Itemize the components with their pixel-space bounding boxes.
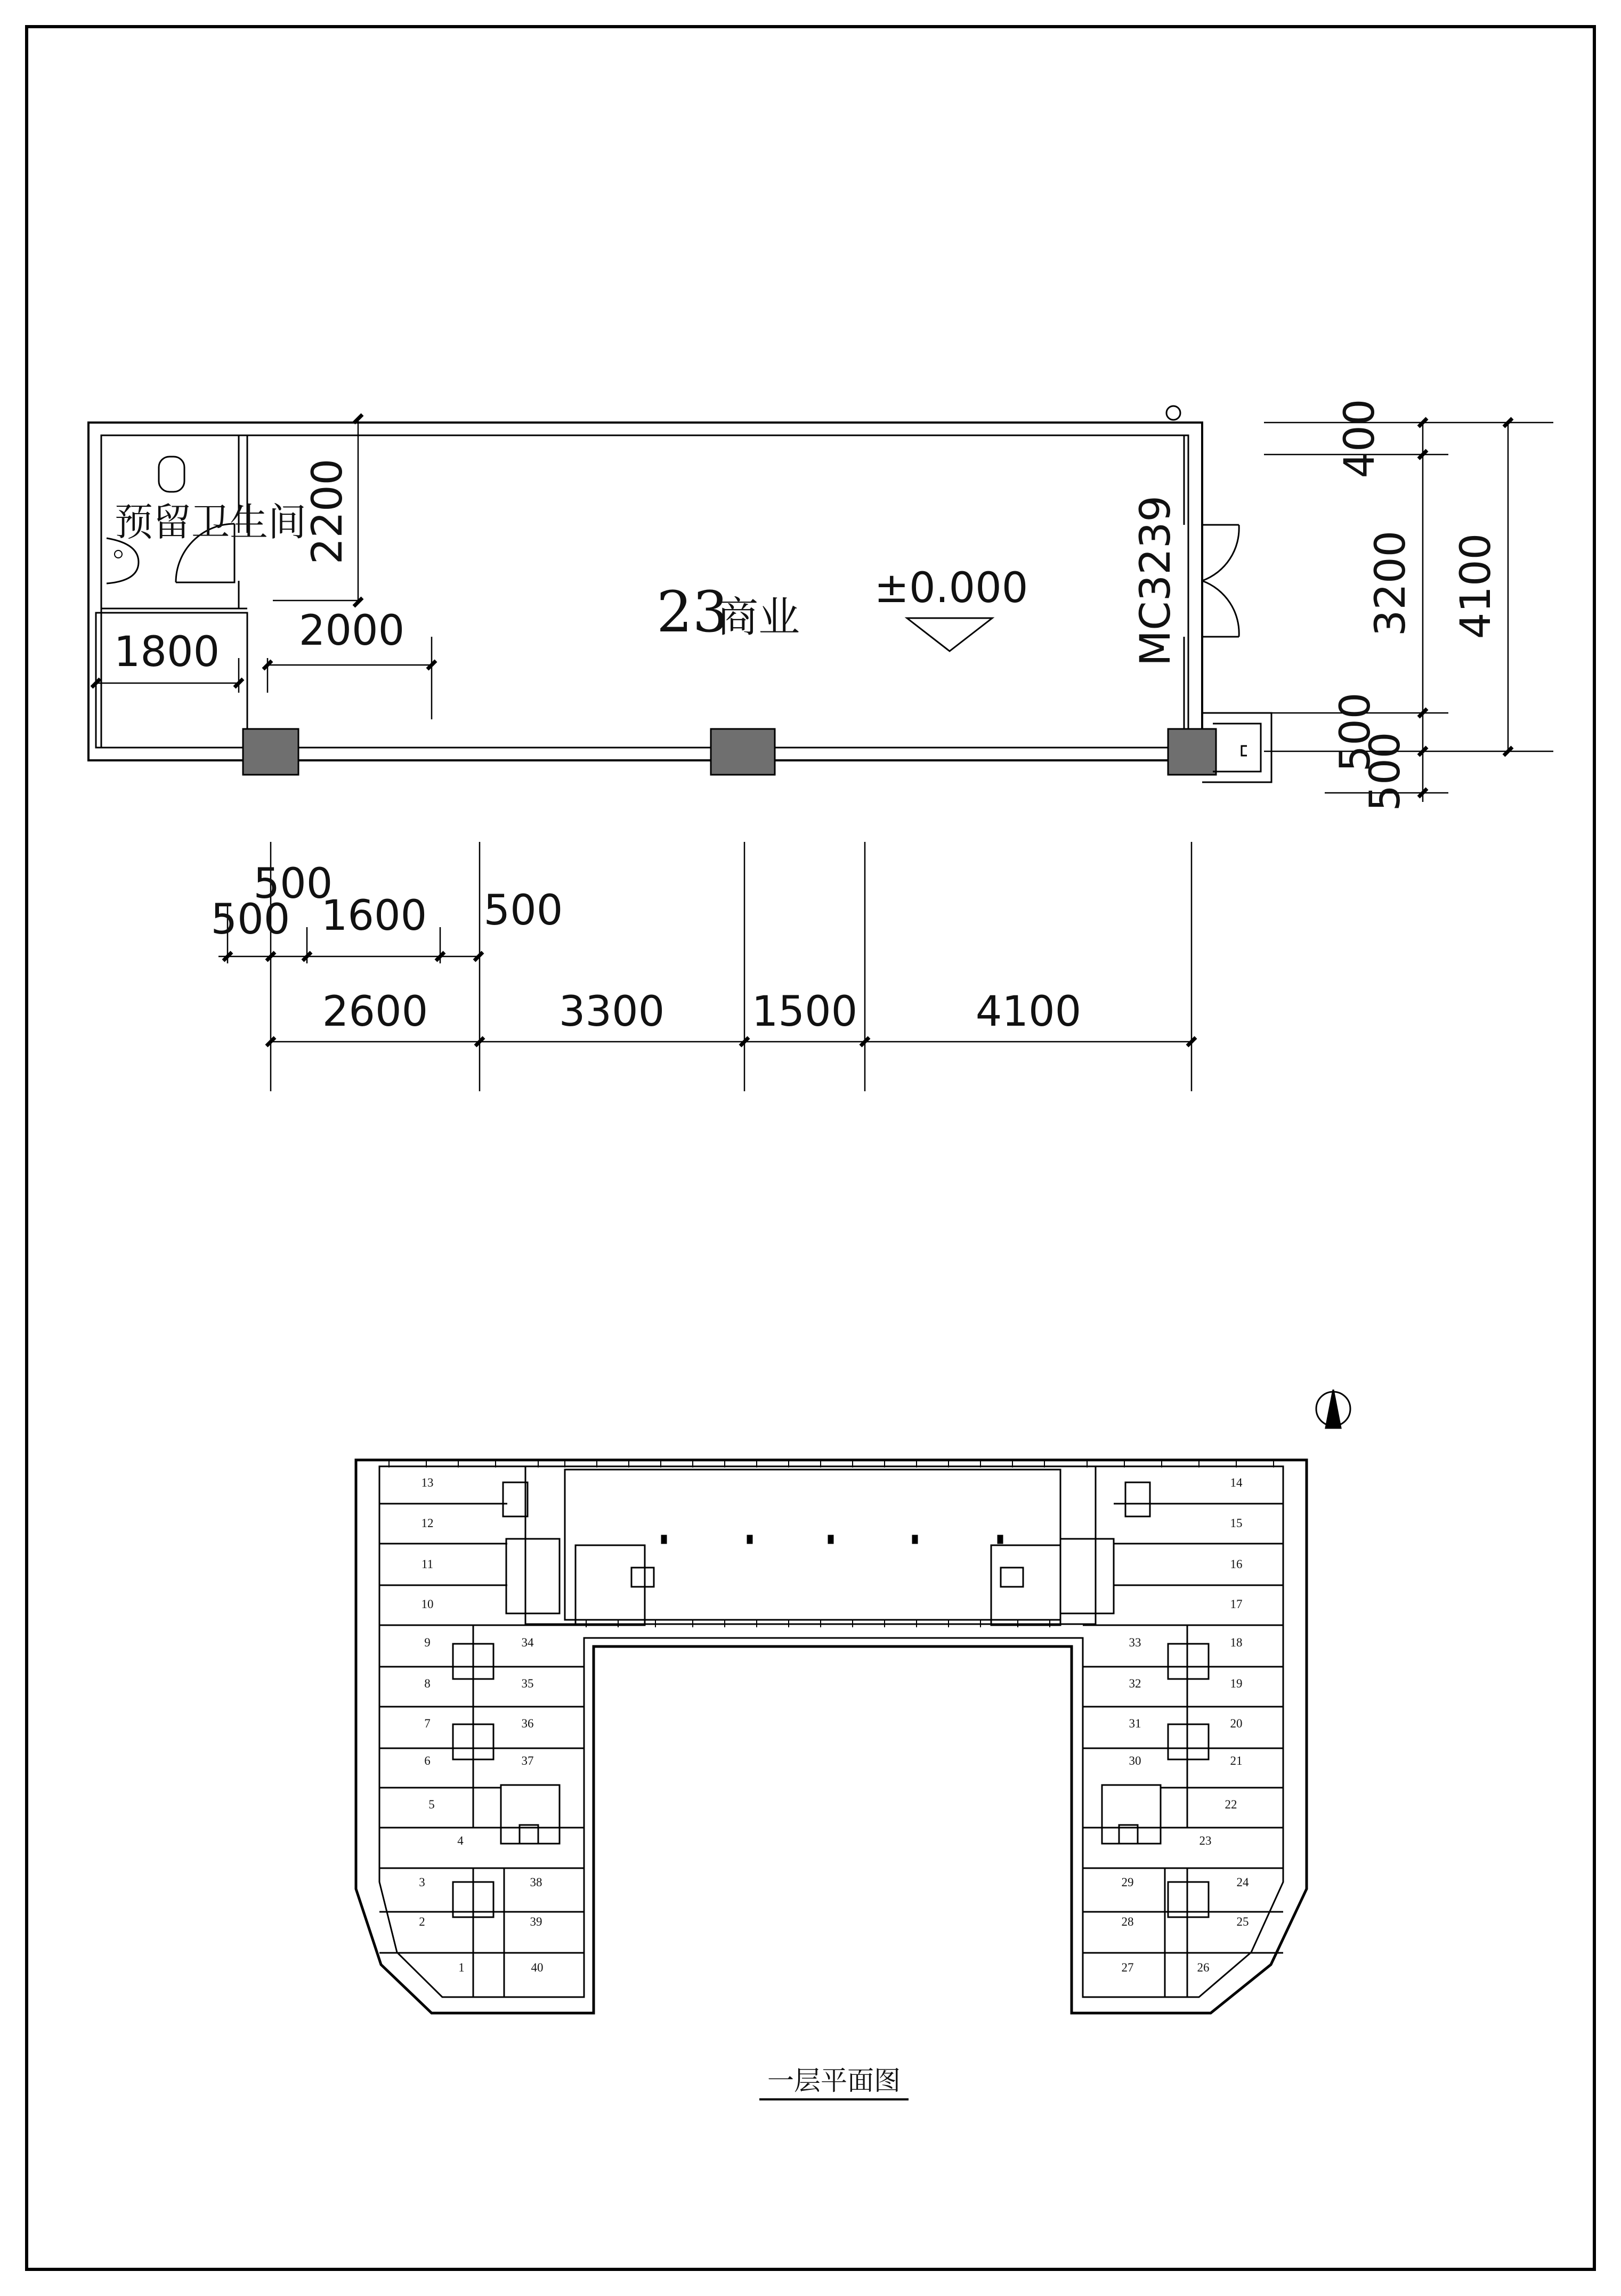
wc-icon xyxy=(159,457,184,492)
room-2: 2 xyxy=(419,1915,425,1928)
room-9: 9 xyxy=(424,1636,431,1649)
room-22: 22 xyxy=(1225,1798,1237,1811)
atrium-columns xyxy=(662,1536,1002,1543)
storefront-jambs xyxy=(1184,435,1202,748)
room-19: 19 xyxy=(1230,1677,1243,1690)
dim-400: 400 xyxy=(1336,399,1384,478)
column-3 xyxy=(1168,729,1216,775)
outer-wall xyxy=(88,423,1202,760)
room-21: 21 xyxy=(1230,1754,1243,1767)
room-24: 24 xyxy=(1236,1876,1249,1889)
room-4: 4 xyxy=(457,1834,464,1847)
room-11: 11 xyxy=(421,1557,434,1571)
room-13: 13 xyxy=(421,1476,434,1489)
unit-number: 23 xyxy=(656,579,728,645)
downpipe-icon xyxy=(1166,406,1180,420)
room-36: 36 xyxy=(521,1717,534,1730)
dim-500-right-b: 500 xyxy=(1361,732,1409,812)
room-28: 28 xyxy=(1121,1915,1134,1928)
right-wing-dividers xyxy=(1083,1504,1283,1997)
door-leaves xyxy=(1202,525,1239,637)
room-29: 29 xyxy=(1121,1876,1134,1889)
right-inner-room-labels xyxy=(1122,1636,1141,1974)
room-26: 26 xyxy=(1197,1961,1210,1974)
dim-2600: 2600 xyxy=(322,988,428,1036)
room-40: 40 xyxy=(531,1961,544,1974)
dim-1800: 1800 xyxy=(114,628,220,676)
dim-4100-vertical: 4100 xyxy=(1452,533,1500,639)
dim-3300: 3300 xyxy=(558,988,665,1036)
north-arrow-pointer xyxy=(1326,1390,1341,1428)
room-33: 33 xyxy=(1129,1636,1141,1649)
core-right-mid xyxy=(1102,1785,1161,1844)
room-14: 14 xyxy=(1230,1476,1243,1489)
core-left-top xyxy=(506,1539,560,1613)
building-inner-line xyxy=(379,1466,1283,1997)
room-10: 10 xyxy=(421,1597,434,1611)
room-23: 23 xyxy=(1199,1834,1212,1847)
room-30: 30 xyxy=(1129,1754,1141,1767)
core-right-top xyxy=(1060,1539,1114,1613)
lift-top-left xyxy=(631,1568,654,1587)
unit-use: 商业 xyxy=(717,594,800,642)
core-left-mid xyxy=(501,1785,560,1844)
dim-2200: 2200 xyxy=(304,458,352,565)
dim-1500: 1500 xyxy=(751,988,858,1036)
dim-lines-bottom xyxy=(218,842,1192,1091)
room-31: 31 xyxy=(1129,1717,1141,1730)
room-34: 34 xyxy=(521,1636,534,1649)
sheet-border xyxy=(27,27,1594,2269)
room-20: 20 xyxy=(1230,1717,1243,1730)
room-18: 18 xyxy=(1230,1636,1243,1649)
left-wing-dividers xyxy=(379,1504,584,1997)
room-35: 35 xyxy=(521,1677,534,1690)
level-marker-triangle xyxy=(907,618,992,651)
room-27: 27 xyxy=(1121,1961,1134,1974)
room-39: 39 xyxy=(530,1915,542,1928)
left-inner-room-labels xyxy=(522,1636,544,1974)
dim-500-left-b: 500 xyxy=(253,860,333,908)
room-32: 32 xyxy=(1129,1677,1141,1690)
room-7: 7 xyxy=(424,1717,431,1730)
door-swing-arcs xyxy=(1202,525,1239,637)
dim-3200: 3200 xyxy=(1367,530,1415,637)
stair-left-top xyxy=(576,1545,645,1625)
column-1 xyxy=(243,729,298,775)
dim-500-right-a: 500 xyxy=(1332,692,1380,772)
column-2 xyxy=(711,729,775,775)
lift-top-right xyxy=(1001,1568,1023,1587)
ground-floor-plan xyxy=(356,1390,1350,2099)
room-8: 8 xyxy=(424,1677,431,1690)
basin-icon xyxy=(107,538,139,583)
room-1: 1 xyxy=(458,1961,465,1974)
dim-2000: 2000 xyxy=(298,607,405,655)
dim-4100-horizontal: 4100 xyxy=(975,988,1082,1036)
basin-drain-icon xyxy=(115,550,122,558)
room-17: 17 xyxy=(1230,1597,1243,1611)
room-3: 3 xyxy=(419,1876,425,1889)
room-16: 16 xyxy=(1230,1557,1243,1571)
room-25: 25 xyxy=(1236,1915,1249,1928)
room-12: 12 xyxy=(421,1516,434,1530)
level-mark: ±0.000 xyxy=(874,564,1028,612)
dim-500-left-a: 500 xyxy=(210,896,290,944)
room-38: 38 xyxy=(530,1876,542,1889)
room-6: 6 xyxy=(424,1754,431,1767)
plan-title: 一层平面图 xyxy=(767,2065,901,2096)
room-15: 15 xyxy=(1230,1516,1243,1530)
room-5: 5 xyxy=(428,1798,435,1811)
dim-500-mid: 500 xyxy=(483,887,563,935)
room-37: 37 xyxy=(521,1754,534,1767)
dim-1600: 1600 xyxy=(321,892,427,940)
door-code: MC3239 xyxy=(1132,495,1180,667)
toilet-label: 预留卫生间 xyxy=(115,500,307,545)
